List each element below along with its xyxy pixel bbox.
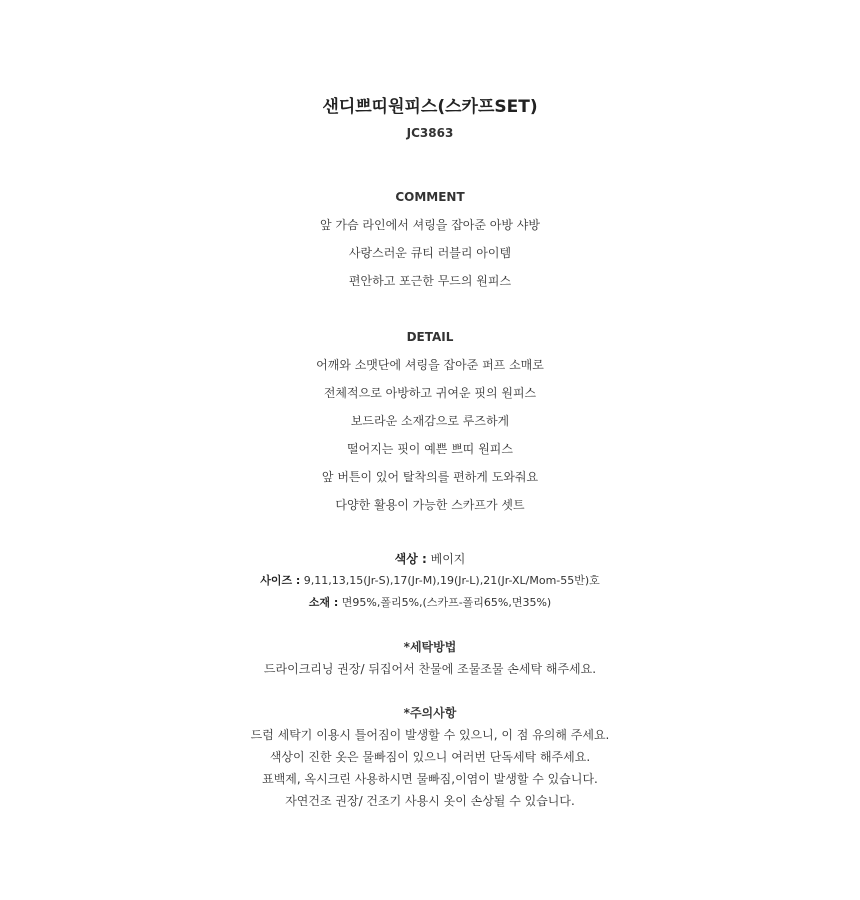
spec-size-value: 9,11,13,15(Jr-S),17(Jr-M),19(Jr-L),21(Jr-XL/Mom-55반)호 <box>303 574 600 587</box>
comment-line: 앞 가슴 라인에서 셔링을 잡아준 아방 샤방 <box>320 218 540 232</box>
product-title: 샌디쁘띠원피스(스카프SET) <box>322 97 538 117</box>
spec-size-label: 사이즈 : <box>260 574 301 587</box>
caution-heading: *주의사항 <box>403 706 457 720</box>
comment-heading: COMMENT <box>395 190 465 204</box>
detail-line: 어깨와 소맷단에 셔링을 잡아준 퍼프 소매로 <box>316 358 544 372</box>
caution-line: 표백제, 옥시크린 사용하시면 물빠짐,이염이 발생할 수 있습니다. <box>262 772 598 786</box>
comment-line: 편안하고 포근한 무드의 원피스 <box>348 274 512 288</box>
detail-line: 앞 버튼이 있어 탈착의를 편하게 도와줘요 <box>321 470 539 484</box>
spec-material <box>0 597 860 608</box>
detail-line: 보드라운 소재감으로 루즈하게 <box>350 414 510 428</box>
spec-color <box>0 553 860 565</box>
detail-line: 다양한 활용이 가능한 스카프가 셋트 <box>335 498 525 512</box>
washing-heading: *세탁방법 <box>403 640 457 654</box>
caution-line: 자연건조 권장/ 건조기 사용시 옷이 손상될 수 있습니다. <box>285 794 575 808</box>
caution-line: 드럼 세탁기 이용시 틀어짐이 발생할 수 있으니, 이 점 유의해 주세요. <box>250 728 610 742</box>
spec-color-label: 색상 : <box>394 552 427 566</box>
spec-material-label: 소재 : <box>308 596 339 609</box>
detail-line: 떨어지는 핏이 예쁜 쁘띠 원피스 <box>347 442 513 456</box>
comment-line: 사랑스러운 큐티 러블리 아이템 <box>348 246 512 260</box>
product-code: JC3863 <box>406 126 454 140</box>
spec-size <box>0 575 860 586</box>
detail-heading: DETAIL <box>406 330 454 344</box>
detail-line: 전체적으로 아방하고 귀여운 핏의 원피스 <box>323 386 537 400</box>
caution-line: 색상이 진한 옷은 물빠짐이 있으니 여러번 단독세탁 해주세요. <box>269 750 591 764</box>
spec-material-value: 면95%,폴리5%,(스카프-폴리65%,면35%) <box>341 596 552 609</box>
washing-line: 드라이크리닝 권장/ 뒤집어서 찬물에 조물조물 손세탁 해주세요. <box>263 662 597 676</box>
spec-color-value: 베이지 <box>430 552 466 566</box>
